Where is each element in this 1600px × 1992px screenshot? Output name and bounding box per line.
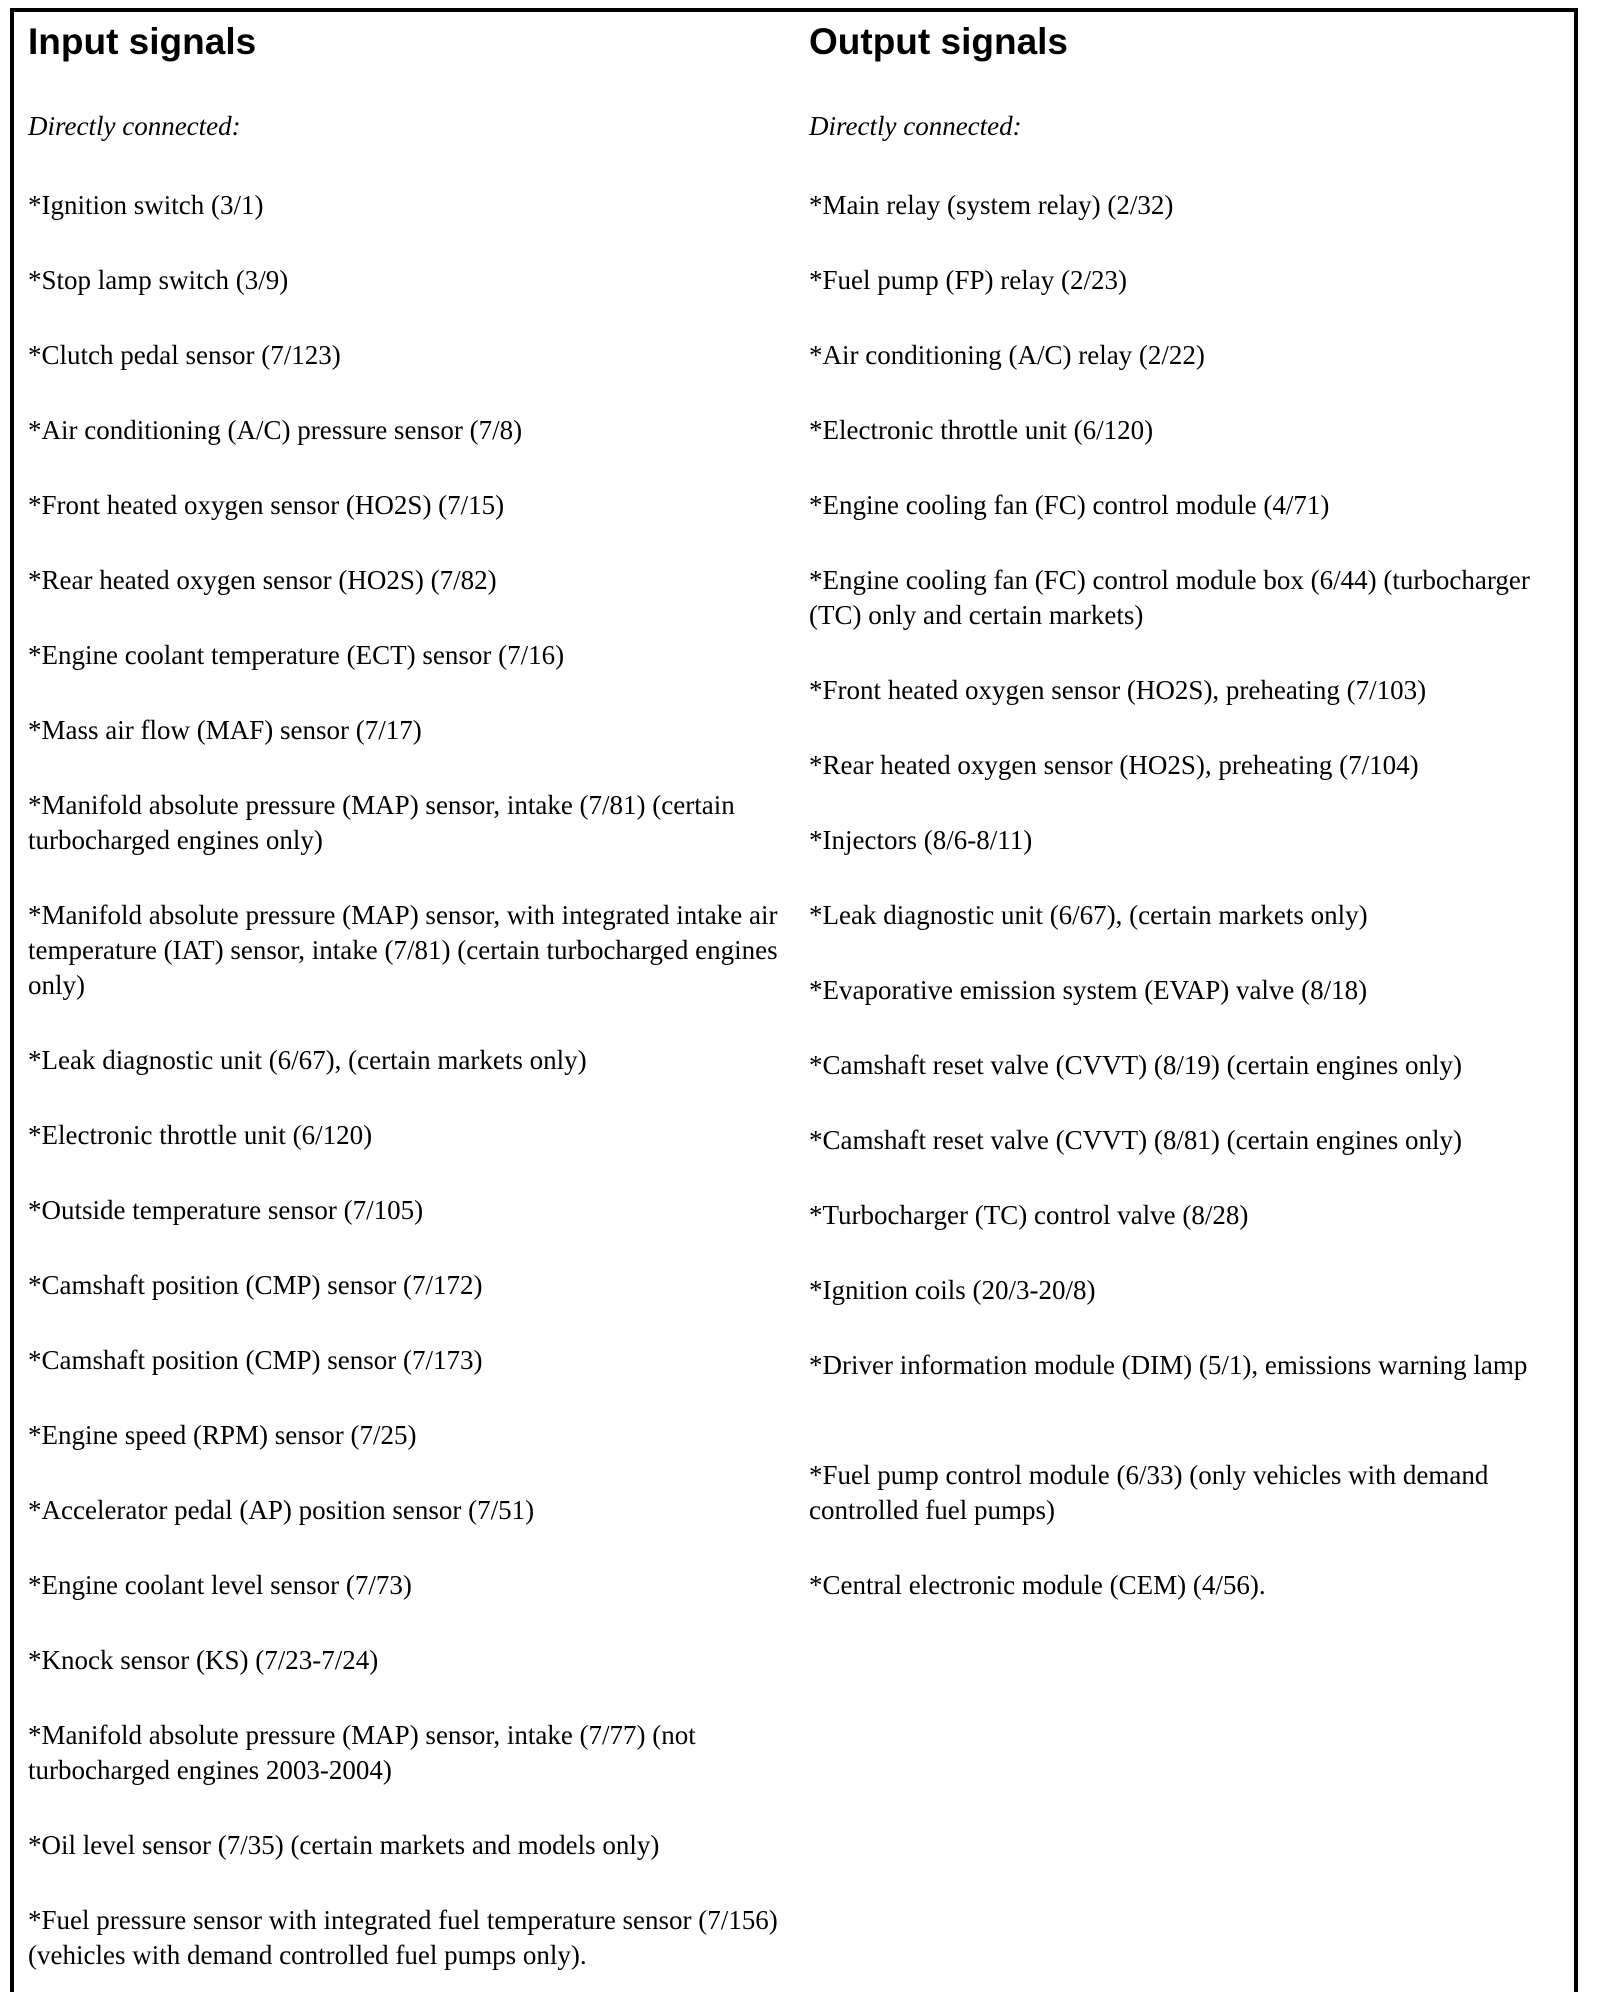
output-item: *Electronic throttle unit (6/120): [809, 415, 1154, 445]
output-item: *Camshaft reset valve (CVVT) (8/19) (certain engines only): [809, 1050, 1463, 1080]
output-item: *Main relay (system relay) (2/32): [809, 190, 1174, 220]
output-item: *Fuel pump control module (6/33) (only vehicles with demand controlled fuel pumps): [809, 1460, 1489, 1525]
input-item: *Knock sensor (KS) (7/23-7/24): [28, 1645, 379, 1675]
input-item: *Air conditioning (A/C) pressure sensor (7/8): [28, 415, 523, 445]
output-subheading: Directly connected:: [809, 111, 1022, 141]
input-item: *Manifold absolute pressure (MAP) sensor, intake (7/81) (certain turbocharged engines only): [28, 790, 735, 855]
output-item: *Engine cooling fan (FC) control module box (6/44) (turbocharger (TC) only and certain markets): [809, 565, 1530, 630]
input-item: *Engine speed (RPM) sensor (7/25): [28, 1420, 417, 1450]
output-item: *Front heated oxygen sensor (HO2S), preheating (7/103): [809, 675, 1427, 705]
output-item: *Driver information module (DIM) (5/1), emissions warning lamp: [809, 1350, 1528, 1380]
input-item: *Outside temperature sensor (7/105): [28, 1195, 424, 1225]
output-signals-heading: Output signals: [809, 21, 1068, 62]
input-item: *Mass air flow (MAF) sensor (7/17): [28, 715, 422, 745]
input-item: *Engine coolant temperature (ECT) sensor (7/16): [28, 640, 565, 670]
input-item: *Oil level sensor (7/35) (certain markets and models only): [28, 1830, 660, 1860]
output-item: *Rear heated oxygen sensor (HO2S), preheating (7/104): [809, 750, 1419, 780]
output-item: *Engine cooling fan (FC) control module (4/71): [809, 490, 1330, 520]
input-item: *Camshaft position (CMP) sensor (7/173): [28, 1345, 483, 1375]
input-item: *Leak diagnostic unit (6/67), (certain markets only): [28, 1045, 587, 1075]
output-item: *Turbocharger (TC) control valve (8/28): [809, 1200, 1249, 1230]
input-item: *Front heated oxygen sensor (HO2S) (7/15): [28, 490, 505, 520]
output-item: *Injectors (8/6-8/11): [809, 825, 1033, 855]
output-item: *Ignition coils (20/3-20/8): [809, 1275, 1096, 1305]
input-item: *Stop lamp switch (3/9): [28, 265, 289, 295]
input-item: *Rear heated oxygen sensor (HO2S) (7/82): [28, 565, 497, 595]
input-item: *Manifold absolute pressure (MAP) sensor, with integrated intake air temperature (IAT) sensor, intake (7/81) (certain turbocharged engines only): [28, 900, 778, 1000]
input-subheading: Directly connected:: [28, 111, 241, 141]
input-item: *Fuel pressure sensor with integrated fuel temperature sensor (7/156) (vehicles with demand controlled fuel pumps only).: [28, 1905, 778, 1970]
input-item: *Clutch pedal sensor (7/123): [28, 340, 341, 370]
output-item: *Air conditioning (A/C) relay (2/22): [809, 340, 1205, 370]
output-item: *Central electronic module (CEM) (4/56).: [809, 1570, 1266, 1600]
input-item: *Ignition switch (3/1): [28, 190, 264, 220]
output-item: *Fuel pump (FP) relay (2/23): [809, 265, 1127, 295]
input-item: *Electronic throttle unit (6/120): [28, 1120, 373, 1150]
input-signals-heading: Input signals: [28, 21, 257, 62]
input-item: *Manifold absolute pressure (MAP) sensor, intake (7/77) (not turbocharged engines 2003-2004): [28, 1720, 696, 1785]
output-item: *Evaporative emission system (EVAP) valve (8/18): [809, 975, 1368, 1005]
output-item: *Camshaft reset valve (CVVT) (8/81) (certain engines only): [809, 1125, 1463, 1155]
input-item: *Camshaft position (CMP) sensor (7/172): [28, 1270, 483, 1300]
input-item: *Accelerator pedal (AP) position sensor (7/51): [28, 1495, 535, 1525]
input-item: *Engine coolant level sensor (7/73): [28, 1570, 412, 1600]
document-frame: [10, 8, 1578, 1992]
output-item: *Leak diagnostic unit (6/67), (certain markets only): [809, 900, 1368, 930]
